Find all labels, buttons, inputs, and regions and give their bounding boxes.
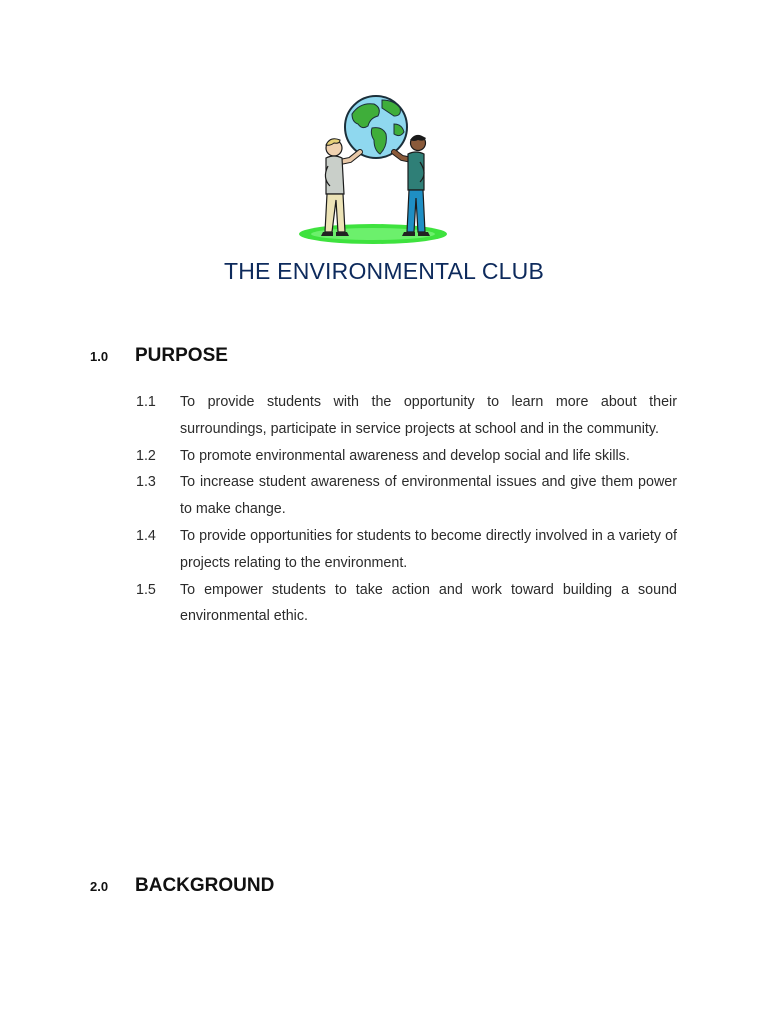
- section-heading: PURPOSE: [135, 345, 228, 366]
- item-text: To increase student awareness of environmental issues and give them power to make change.: [180, 474, 677, 518]
- section-heading: BACKGROUND: [135, 875, 275, 896]
- purpose-list: [136, 389, 677, 630]
- item-text: To provide opportunities for students to become directly involved in a variety of projects relating to the environment.: [180, 527, 677, 571]
- list-item: [136, 523, 677, 577]
- item-text: To provide students with the opportunity to learn more about their surroundings, participate in service projects at school and in the community.: [180, 394, 677, 437]
- section-purpose-header: [90, 345, 228, 375]
- person-left: [321, 139, 360, 236]
- section-number: 2.0: [90, 879, 109, 894]
- person-right: [394, 135, 430, 236]
- section-number: 1.0: [90, 349, 109, 364]
- list-item: [136, 443, 677, 470]
- item-number: 1.3: [136, 474, 156, 491]
- item-number: 1.1: [136, 394, 156, 410]
- item-text: To promote environmental awareness and develop social and life skills.: [180, 447, 630, 464]
- list-item: [136, 577, 677, 631]
- document-title: THE ENVIRONMENTAL CLUB: [223, 258, 545, 284]
- list-item: [136, 389, 677, 443]
- globe-icon: [345, 96, 407, 158]
- item-number: 1.4: [136, 527, 156, 544]
- item-text: To empower students to take action and work toward building a sound environmental ethic.: [180, 581, 677, 625]
- section-background-header: [90, 875, 274, 905]
- item-number: 1.5: [136, 581, 156, 598]
- earth-club-illustration: [290, 90, 460, 248]
- item-number: 1.2: [136, 447, 156, 464]
- list-item: [136, 469, 677, 523]
